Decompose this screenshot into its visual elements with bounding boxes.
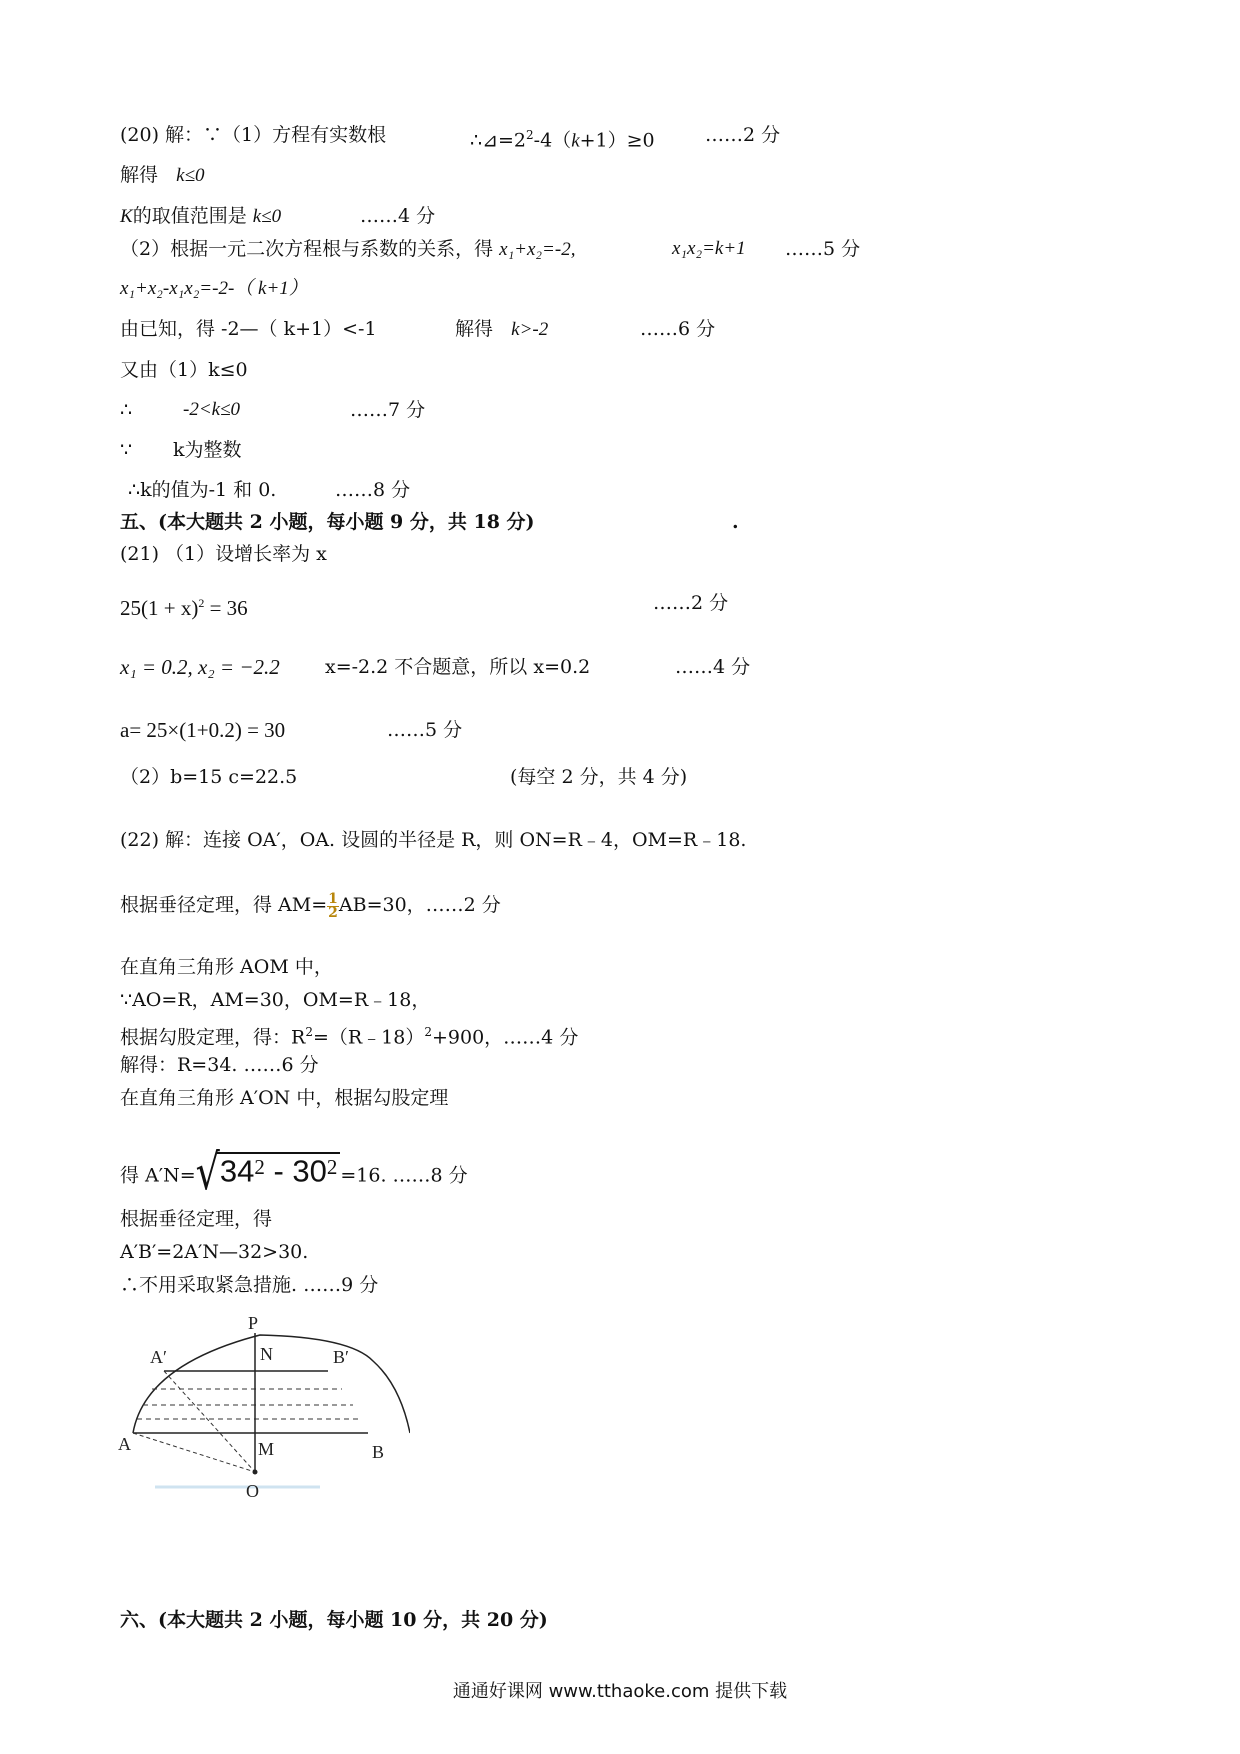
q22-line-1: (22) 解：连接 OA′，OA. 设圆的半径是 R，则 ON=R﹣4，OM=R﹣18. [120, 829, 747, 851]
fraction-numerator: 1 [328, 890, 338, 907]
q20-line-5: x₁+x₂-x₁x₂=-2-（ k+1） [120, 278, 308, 299]
q20-l1-exp: 2 [526, 128, 534, 142]
q21-eq1-rhs: = 36 [204, 596, 248, 620]
q20-l1-text: (20) 解：∵（1）方程有实数根 [120, 124, 387, 146]
arch-bridge-figure [110, 1305, 410, 1505]
q22-line-2 [120, 892, 501, 920]
half-fraction [327, 890, 339, 921]
q20-l1-c: -4（ [533, 129, 572, 152]
radical-sign: √ [195, 1143, 220, 1201]
q22-line-11: ∴不用采取紧急措施. ……9 分 [120, 1274, 379, 1296]
radius-oa-prime [164, 1371, 255, 1472]
label-o: O [246, 1481, 259, 1501]
q22-l2-b: AB=30，……2 分 [338, 894, 501, 916]
q20-l1-k: k [571, 130, 580, 152]
q20-line-4 [120, 236, 575, 263]
q20-line-6-solve [455, 316, 548, 343]
page-footer: 通通好课网 www.tthaoke.com 提供下载 [452, 1681, 788, 1702]
sqrt-b: - 30 [264, 1153, 327, 1189]
q20-l4-score: ……5 分 [785, 238, 861, 260]
q22-l8-a: 得 A′N= [120, 1164, 196, 1187]
q22-line-4: ∵AO=R，AM=30，OM=R﹣18， [120, 989, 431, 1011]
label-n: N [260, 1344, 273, 1364]
q22-l5-b: =（R﹣18） [312, 1026, 425, 1049]
q22-l8-b: =16. ……8 分 [340, 1164, 468, 1187]
q21-eq3-score: ……5 分 [387, 719, 463, 741]
q21-line-1: (21) （1）设增长率为 x [120, 543, 327, 565]
q20-l1-score: ……2 分 [705, 124, 781, 146]
q22-line-3: 在直角三角形 AOM 中， [120, 956, 333, 978]
q20-l8-score: ……7 分 [350, 399, 426, 421]
q21-eq2-score: ……4 分 [675, 656, 751, 678]
q20-l3-score: ……4 分 [360, 205, 436, 227]
q20-l2-a: 解得 [120, 164, 159, 186]
sqrt-a: 34 [219, 1153, 255, 1189]
q21-eq1-exp: 2 [198, 596, 205, 610]
q20-line-2 [120, 162, 205, 189]
q21-eq1-score: ……2 分 [653, 592, 729, 614]
label-b-prime: B′ [333, 1347, 349, 1367]
q21-eq-1 [120, 590, 248, 621]
fraction-denominator: 2 [328, 904, 338, 921]
q21-part2-score: (每空 2 分，共 4 分) [510, 766, 688, 788]
q21-part-2: （2）b=15 c=22.5 [120, 766, 298, 788]
q22-line-10: A′B′=2A′N—32>30. [120, 1241, 309, 1263]
q21-eq1-lhs: 25(1 + x) [120, 596, 199, 620]
q22-line-9: 根据垂径定理，得 [120, 1208, 273, 1230]
q20-l9-because: ∵ [120, 439, 133, 461]
q22-line-8 [120, 1143, 468, 1201]
q20-l3-a: K [120, 206, 133, 227]
label-p: P [248, 1313, 259, 1333]
sqrt-a-exp: 2 [254, 1155, 265, 1179]
section-5-title: 五、(本大题共 2 小题，每小题 9 分，共 18 分) [120, 511, 535, 533]
q20-l3-b: 的取值范围是 [132, 205, 247, 227]
q22-line-6: 解得：R=34. ……6 分 [120, 1054, 319, 1076]
q20-l9-b: k为整数 [173, 439, 242, 461]
q22-line-5 [120, 1019, 578, 1050]
q20-line-3 [120, 203, 281, 230]
q20-l10-score: ……8 分 [335, 479, 411, 501]
q20-l1-b: ∴⊿=2 [470, 129, 527, 152]
q20-line-6 [120, 316, 377, 342]
q20-line-7: 又由（1）k≤0 [120, 359, 248, 381]
label-a-prime: A′ [150, 1347, 167, 1367]
label-a: A [118, 1434, 131, 1454]
q22-l2-a: 根据垂径定理，得 AM= [120, 894, 328, 916]
label-m: M [258, 1439, 275, 1459]
q20-l6-b: 解得 [455, 318, 494, 340]
q22-line-7: 在直角三角形 A′ON 中，根据勾股定理 [120, 1087, 449, 1109]
q21-eq-3: a= 25×(1+0.2) = 30 [120, 718, 286, 742]
q20-l4-c: x₁x₂=k+1 [672, 238, 746, 259]
point-o [253, 1470, 258, 1475]
q20-l6-c: k>-2 [511, 319, 549, 340]
q20-l4-b: x₁+x₂=-2, [499, 239, 576, 260]
q20-line-1-discriminant [470, 122, 655, 154]
q20-l8-b: -2<k≤0 [183, 399, 241, 420]
q20-l3-c: k≤0 [252, 206, 282, 227]
q20-l6-a: 由已知，得 -2—（ k+1）<-1 [120, 318, 377, 340]
q22-l5-exp2: 2 [424, 1025, 432, 1039]
q22-l5-exp: 2 [305, 1025, 313, 1039]
q20-l8-therefore: ∴ [120, 399, 133, 421]
sqrt-b-exp: 2 [326, 1155, 338, 1179]
section-5-dot: . [732, 511, 739, 533]
q22-l5-c: +900，……4 分 [432, 1026, 579, 1049]
q20-l10-a: ∴k的值为-1 和 0. [128, 479, 277, 501]
radius-oa [133, 1433, 255, 1472]
q20-l2-b: k≤0 [176, 165, 205, 186]
q22-l5-a: 根据勾股定理，得：R [120, 1026, 306, 1049]
q20-line-1 [120, 122, 386, 148]
q21-eq2-text: x=-2.2 不合题意，所以 x=0.2 [325, 656, 591, 678]
q21-eq-2: x₁ = 0.2, x₂ = −2.2 [120, 655, 280, 679]
q20-l6-score: ……6 分 [640, 318, 716, 340]
q20-l4-a: （2）根据一元二次方程根与系数的关系，得 [120, 238, 494, 260]
label-b: B [372, 1442, 385, 1462]
section-6-title: 六、(本大题共 2 小题，每小题 10 分，共 20 分) [120, 1609, 548, 1631]
sqrt-expression [217, 1152, 341, 1188]
q20-l1-e: +1）≥0 [579, 129, 655, 152]
